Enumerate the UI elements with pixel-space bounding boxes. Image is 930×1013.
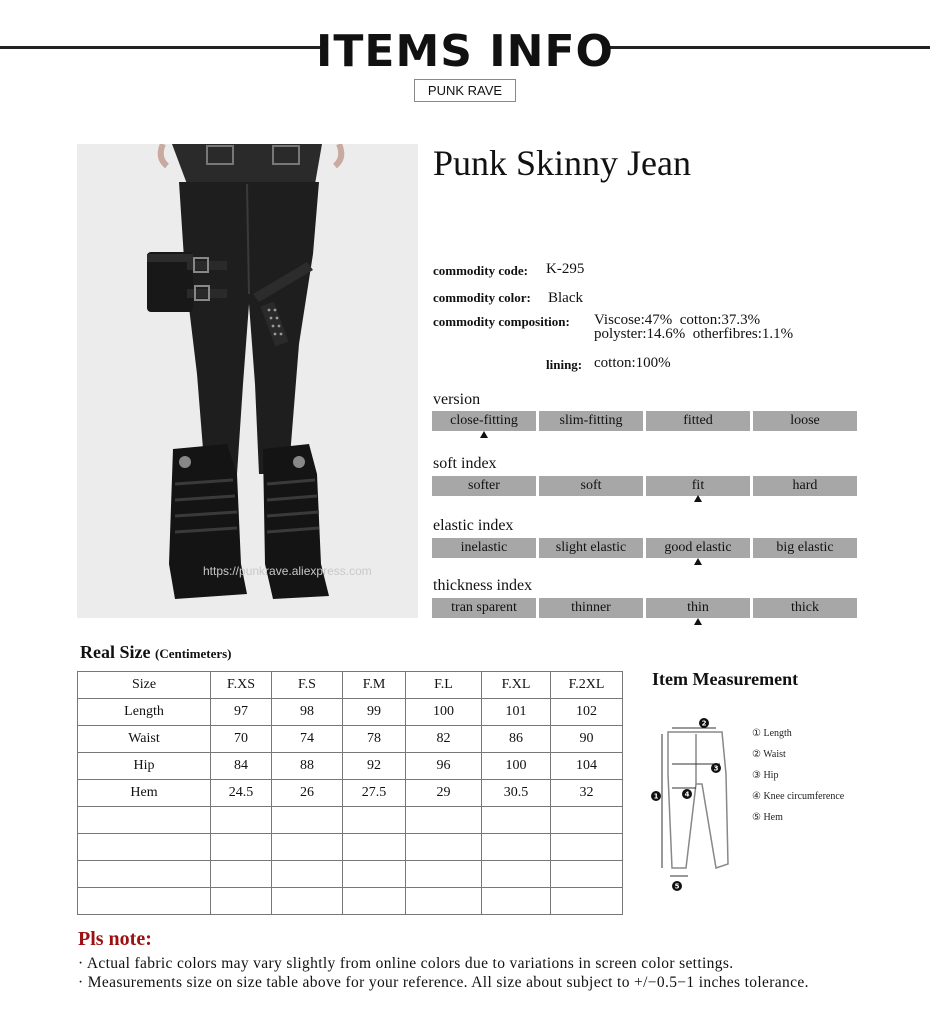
table-row <box>78 726 623 753</box>
table-row <box>78 780 623 807</box>
table-cell <box>482 807 551 834</box>
page-title: ITEMS INFO <box>316 26 614 77</box>
table-cell: 102 <box>551 699 623 726</box>
table-cell: 29 <box>406 780 482 807</box>
table-cell: 96 <box>406 753 482 780</box>
measurement-item: ② Waist <box>752 749 786 760</box>
measurement-item: ④ Knee circumference <box>752 791 845 802</box>
table-cell <box>211 888 272 915</box>
size-table-title: Real Size <box>80 642 151 662</box>
index-option: fitted <box>646 411 750 431</box>
index-option: thin <box>646 598 750 618</box>
index-scale-elastic <box>432 538 857 558</box>
table-cell: 32 <box>551 780 623 807</box>
spec-color-value: Black <box>548 290 583 306</box>
table-cell <box>406 834 482 861</box>
model-illustration <box>77 144 418 618</box>
table-cell: 70 <box>211 726 272 753</box>
table-cell: 78 <box>343 726 406 753</box>
table-cell: 100 <box>406 699 482 726</box>
table-cell <box>78 888 211 915</box>
table-cell <box>343 888 406 915</box>
table-cell <box>482 888 551 915</box>
table-row <box>78 699 623 726</box>
table-cell: Waist <box>78 726 211 753</box>
notes-title: Pls note: <box>78 928 152 950</box>
index-title-soft: soft index <box>433 455 497 472</box>
diagram-number: 2 <box>701 719 707 728</box>
index-title-elastic: elastic index <box>433 517 514 534</box>
index-option: thick <box>753 598 857 618</box>
index-option: slim-fitting <box>539 411 643 431</box>
table-cell: 90 <box>551 726 623 753</box>
table-row-empty <box>78 888 623 915</box>
selected-marker-icon <box>694 558 702 565</box>
table-row-empty <box>78 834 623 861</box>
note-line: · Measurements size on size table above for your reference. All size about subject to +/−0.5−1 inches tolerance. <box>78 974 809 991</box>
product-photo <box>77 144 418 618</box>
table-cell: 104 <box>551 753 623 780</box>
index-option: loose <box>753 411 857 431</box>
size-table-heading <box>80 642 232 663</box>
table-cell: Hem <box>78 780 211 807</box>
diagram-number: 4 <box>684 790 690 799</box>
table-header-row <box>78 672 623 699</box>
table-cell <box>406 861 482 888</box>
table-cell <box>551 888 623 915</box>
table-cell <box>551 834 623 861</box>
table-cell <box>272 807 343 834</box>
selected-marker-icon <box>480 431 488 438</box>
index-option: inelastic <box>432 538 536 558</box>
diagram-number: 3 <box>713 764 719 773</box>
size-table <box>77 671 623 915</box>
table-header-cell: F.XS <box>211 672 272 699</box>
measurement-title: Item Measurement <box>652 669 799 689</box>
table-cell <box>482 834 551 861</box>
table-cell <box>272 888 343 915</box>
index-option: tran sparent <box>432 598 536 618</box>
index-option: fit <box>646 476 750 496</box>
spec-lining-value: cotton:100% <box>594 355 671 371</box>
table-cell: 27.5 <box>343 780 406 807</box>
index-option: good elastic <box>646 538 750 558</box>
table-header-cell: Size <box>78 672 211 699</box>
photo-watermark: https://punkrave.aliexpress.com <box>203 564 372 578</box>
selected-marker-icon <box>694 495 702 502</box>
table-cell <box>272 861 343 888</box>
table-cell: 92 <box>343 753 406 780</box>
table-header-cell: F.S <box>272 672 343 699</box>
index-option: hard <box>753 476 857 496</box>
table-cell <box>211 807 272 834</box>
index-scale-thickness <box>432 598 857 618</box>
table-cell: 86 <box>482 726 551 753</box>
spec-composition-line1: Viscose:47% cotton:37.3% <box>594 312 761 328</box>
measurement-legend <box>752 727 844 832</box>
index-scale-version <box>432 411 857 431</box>
table-header-cell: F.2XL <box>551 672 623 699</box>
index-option: close-fitting <box>432 411 536 431</box>
table-header-cell: F.L <box>406 672 482 699</box>
table-cell <box>78 834 211 861</box>
table-cell: Hip <box>78 753 211 780</box>
table-cell: Length <box>78 699 211 726</box>
index-option: thinner <box>539 598 643 618</box>
index-option: soft <box>539 476 643 496</box>
index-scale-soft <box>432 476 857 496</box>
table-cell: 98 <box>272 699 343 726</box>
spec-code-label: commodity code: <box>433 263 528 278</box>
measurement-item: ⑤ Hem <box>752 812 783 823</box>
table-cell: 26 <box>272 780 343 807</box>
table-cell <box>343 834 406 861</box>
table-cell <box>343 861 406 888</box>
product-title: Punk Skinny Jean <box>433 143 692 183</box>
selected-marker-icon <box>694 618 702 625</box>
table-cell: 97 <box>211 699 272 726</box>
index-option: slight elastic <box>539 538 643 558</box>
index-title-version: version <box>433 391 481 408</box>
spec-composition-line2: polyster:14.6% otherfibres:1.1% <box>594 326 794 342</box>
table-cell <box>406 807 482 834</box>
diagram-number: 5 <box>674 882 680 891</box>
measurement-item: ① Length <box>752 728 792 739</box>
index-option: big elastic <box>753 538 857 558</box>
index-title-thickness: thickness index <box>433 577 533 594</box>
table-cell: 99 <box>343 699 406 726</box>
measurement-item: ③ Hip <box>752 770 779 781</box>
table-cell <box>78 807 211 834</box>
table-cell: 101 <box>482 699 551 726</box>
table-cell <box>78 861 211 888</box>
table-cell: 88 <box>272 753 343 780</box>
table-cell <box>211 834 272 861</box>
spec-lining-label: lining: <box>546 357 583 372</box>
note-line: · Actual fabric colors may vary slightly from online colors due to variations in screen color settings. <box>78 955 734 972</box>
table-cell <box>406 888 482 915</box>
table-cell: 24.5 <box>211 780 272 807</box>
spec-composition-label: commodity composition: <box>433 314 570 329</box>
table-cell: 100 <box>482 753 551 780</box>
index-option: softer <box>432 476 536 496</box>
table-cell <box>211 861 272 888</box>
table-row <box>78 753 623 780</box>
brand-label: PUNK RAVE <box>414 79 516 102</box>
table-row-empty <box>78 807 623 834</box>
table-cell <box>482 861 551 888</box>
spec-color-label: commodity color: <box>433 290 531 305</box>
table-cell: 82 <box>406 726 482 753</box>
table-cell: 74 <box>272 726 343 753</box>
table-header-cell: F.XL <box>482 672 551 699</box>
table-cell: 84 <box>211 753 272 780</box>
table-cell <box>272 834 343 861</box>
table-cell: 30.5 <box>482 780 551 807</box>
pants-measurement-diagram <box>646 714 746 894</box>
size-table-unit: (Centimeters) <box>154 646 232 661</box>
diagram-number: 1 <box>653 792 659 801</box>
table-cell <box>551 861 623 888</box>
table-row-empty <box>78 861 623 888</box>
table-header-cell: F.M <box>343 672 406 699</box>
spec-code-value: K-295 <box>546 261 585 277</box>
table-cell <box>551 807 623 834</box>
table-cell <box>343 807 406 834</box>
